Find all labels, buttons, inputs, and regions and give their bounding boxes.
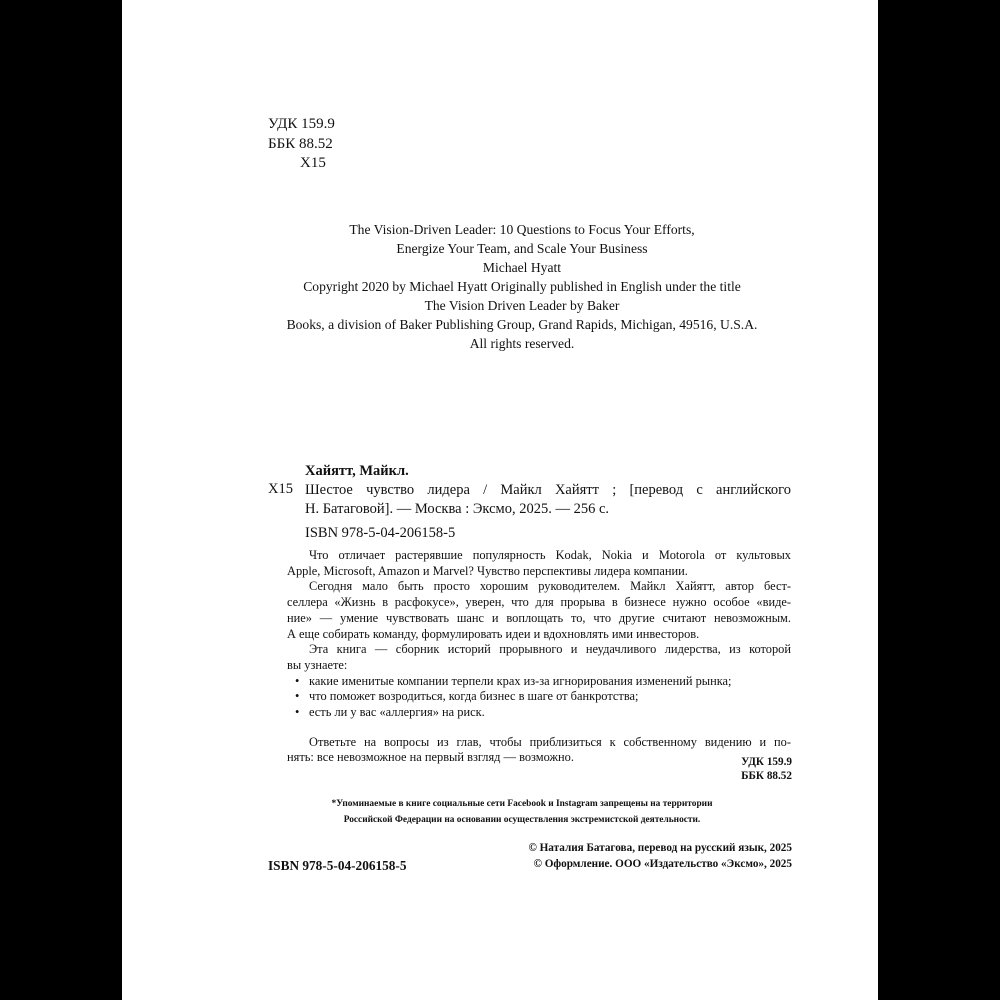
bullet-icon: • — [295, 689, 300, 704]
original-edition-block — [242, 220, 802, 353]
udk-code: УДК 159.9 — [268, 116, 335, 132]
bibliographic-description — [305, 481, 791, 519]
description-line: Н. Батаговой]. — Москва : Эксмо, 2025. — 256 с. — [305, 501, 610, 517]
author-code: Х15 — [300, 155, 326, 171]
annotation-line: ние» — умение чувствовать шанс и воплощать то, что другие считают невозможным. — [287, 610, 791, 625]
annotation-line: Ответьте на вопросы из глав, чтобы приблизиться к собственному видению и по- — [309, 734, 791, 749]
bullet-text: есть ли у вас «аллергия» на риск. — [309, 705, 485, 720]
annotation — [287, 548, 791, 766]
bullet-icon: • — [295, 673, 300, 688]
udk-code: УДК 159.9 — [741, 756, 792, 768]
bullet-text: что поможет возродиться, когда бизнес в шаге от банкротства; — [309, 689, 639, 704]
bibliographic-code: Х15 — [268, 481, 293, 497]
original-line: Energize Your Team, and Scale Your Business — [396, 241, 648, 256]
bibliographic-author: Хайятт, Майкл. — [305, 463, 409, 479]
original-line: The Vision-Driven Leader: 10 Questions to Focus Your Efforts, — [349, 222, 695, 237]
annotation-line: Эта книга — сборник историй прорывного и неудачливого лидерства, из которой — [309, 642, 791, 657]
legal-note — [242, 796, 802, 828]
bullet-icon: • — [295, 705, 300, 720]
annotation-line: Сегодня мало быть просто хорошим руководителем. Майкл Хайятт, автор бест- — [309, 579, 791, 594]
bullet-text: какие именитые компании терпели крах из-за игнорирования изменений рынка; — [309, 673, 732, 688]
copyright-page — [122, 0, 878, 1000]
annotation-line: А еще собирать команду, формулировать идеи и вдохновлять ими инвесторов. — [287, 626, 700, 641]
bullet-item — [287, 705, 791, 721]
copyright-line: © Оформление. ООО «Издательство «Эксмо», 2025 — [533, 858, 792, 870]
original-line: Books, a division of Baker Publishing Group, Grand Rapids, Michigan, 49516, U.S.A. — [286, 317, 758, 332]
footer-copyright — [502, 840, 792, 872]
annotation-line: нять: все невозможное на первый взгляд — возможно. — [287, 750, 574, 765]
annotation-line: Apple, Microsoft, Amazon и Marvel? Чувство перспективы лидера компании. — [287, 563, 688, 578]
description-line: Шестое чувство лидера / Майкл Хайятт ; [перевод с английского — [305, 482, 791, 498]
udk-block-bottom — [682, 755, 792, 783]
footer-isbn: ISBN 978-5-04-206158-5 — [268, 858, 407, 873]
copyright-line: © Наталия Батагова, перевод на русский язык, 2025 — [528, 842, 792, 854]
udk-block-top — [268, 115, 335, 174]
paragraph-gap — [287, 721, 791, 735]
annotation-line: селлера «Жизнь в расфокусе», уверен, что для прорыва в бизнесе нужно особое «виде- — [287, 595, 791, 610]
original-line: The Vision Driven Leader by Baker — [424, 298, 620, 313]
original-line: All rights reserved. — [469, 336, 575, 351]
bbk-code: ББК 88.52 — [741, 770, 792, 782]
annotation-line: вы узнаете: — [287, 657, 348, 672]
bbk-code: ББК 88.52 — [268, 135, 333, 152]
original-line: Michael Hyatt — [482, 260, 562, 275]
original-line: Copyright 2020 by Michael Hyatt Originally published in English under the title — [303, 279, 741, 294]
bullet-item — [287, 689, 791, 705]
bibliographic-isbn: ISBN 978-5-04-206158-5 — [305, 525, 456, 541]
legal-note-line: Российской Федерации на основании осуществления экстремистской деятельности. — [343, 815, 701, 825]
legal-note-line: *Упоминаемые в книге социальные сети Facebook и Instagram запрещены на территории — [331, 799, 713, 809]
annotation-line: Что отличает растерявшие популярность Kodak, Nokia и Motorola от культовых — [309, 548, 791, 562]
bullet-item — [287, 674, 791, 690]
